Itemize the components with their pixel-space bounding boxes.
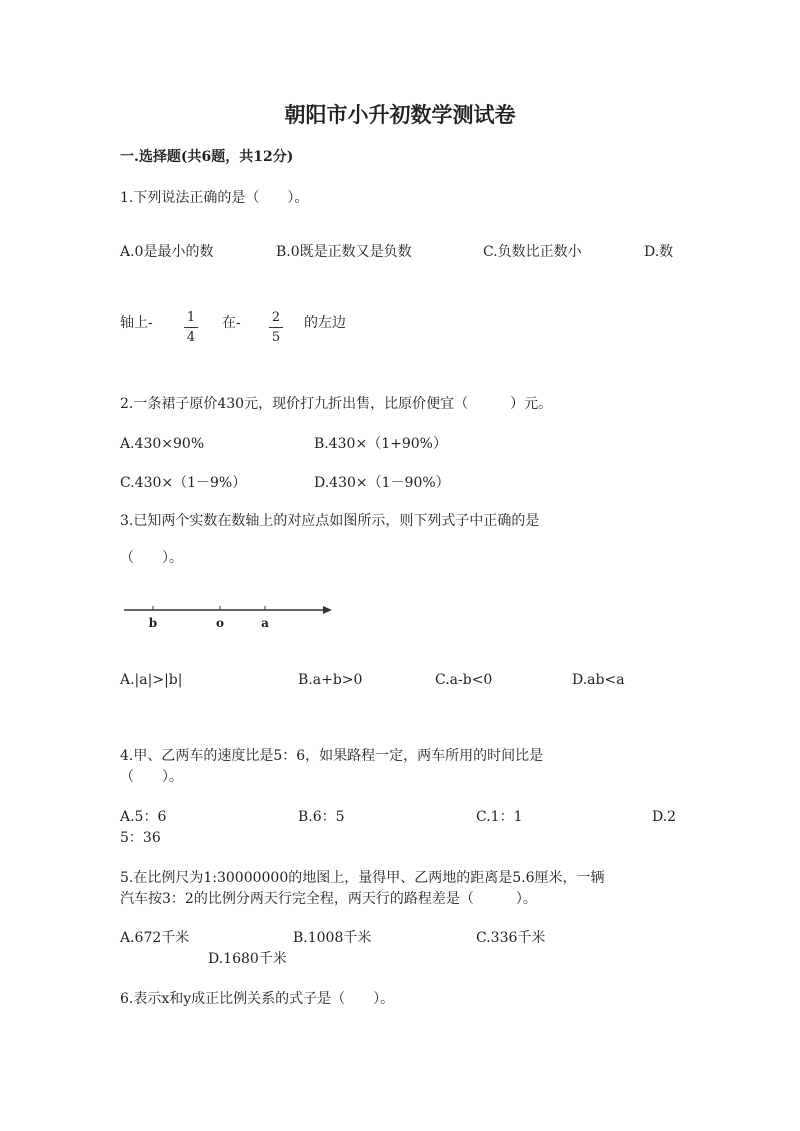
q2-option-b: B.430×（1+90%） — [314, 436, 447, 452]
q1-option-c: C.负数比正数小 — [483, 244, 582, 260]
q1-option-d-connector: 在- — [222, 315, 241, 331]
fraction-denominator: 5 — [271, 330, 281, 345]
q1-option-d-end: 的左边 — [304, 315, 346, 331]
q3-option-c: C.a-b<0 — [435, 672, 493, 688]
q6-stem: 6.表示x和y成正比例关系的式子是（ ）。 — [120, 991, 395, 1007]
fraction-bar — [269, 327, 283, 328]
q4-option-a: A.5：6 — [120, 809, 167, 825]
q2-option-d: D.430×（1－90%） — [314, 475, 450, 491]
q3-option-d: D.ab<a — [572, 672, 625, 688]
q1-option-a: A.0是最小的数 — [120, 244, 214, 260]
q5-option-c: C.336千米 — [476, 930, 546, 946]
q5-stem-line1: 5.在比例尺为1:30000000的地图上，量得甲、乙两地的距离是5.6厘米，一辆 — [120, 870, 605, 886]
fraction-two-fifths — [269, 311, 283, 344]
q4-option-d-continued: 5：36 — [120, 830, 161, 846]
label-o: o — [215, 616, 225, 630]
fraction-numerator: 2 — [271, 310, 281, 325]
q2-stem: 2.一条裙子原价430元，现价打九折出售，比原价便宜（ ）元。 — [120, 396, 553, 412]
q1-stem: 1.下列说法正确的是（ ）。 — [120, 190, 309, 206]
fraction-numerator: 1 — [186, 310, 196, 325]
page-title: 朝阳市小升初数学测试卷 — [284, 102, 516, 127]
q1-option-d: D.数 — [644, 244, 674, 260]
fraction-denominator: 4 — [186, 330, 196, 345]
q4-option-c: C.1：1 — [476, 809, 523, 825]
number-line-figure — [120, 598, 336, 632]
q5-stem-line2: 汽车按3：2的比例分两天行完全程，两天行的路程差是（ ）。 — [120, 891, 537, 907]
q1-option-b: B.0既是正数又是负数 — [276, 244, 412, 260]
q4-option-b: B.6：5 — [298, 809, 345, 825]
section-heading: 一.选择题(共6题，共12分) — [120, 149, 294, 165]
q2-option-a: A.430×90% — [120, 436, 205, 452]
q1-option-d-continued: 轴上- — [120, 315, 153, 331]
q4-answer-paren: （ ）。 — [120, 769, 183, 785]
q3-answer-paren: （ ）。 — [120, 550, 183, 566]
q5-option-d: D.1680千米 — [208, 951, 287, 967]
q5-option-b: B.1008千米 — [293, 930, 372, 946]
number-line-arrow — [323, 606, 332, 614]
q3-option-a: A.|a|>|b| — [120, 672, 183, 688]
fraction-bar — [184, 327, 198, 328]
q5-option-a: A.672千米 — [120, 930, 190, 946]
q3-stem: 3.已知两个实数在数轴上的对应点如图所示，则下列式子中正确的是 — [120, 513, 540, 529]
q3-option-b: B.a+b>0 — [298, 672, 363, 688]
q4-option-d: D.2 — [652, 809, 677, 825]
q4-stem: 4.甲、乙两车的速度比是5：6，如果路程一定，两车所用的时间比是 — [120, 748, 544, 764]
q2-option-c: C.430×（1－9%） — [120, 475, 247, 491]
label-a: a — [261, 616, 269, 630]
label-b: b — [148, 616, 158, 630]
fraction-one-quarter — [184, 311, 198, 344]
